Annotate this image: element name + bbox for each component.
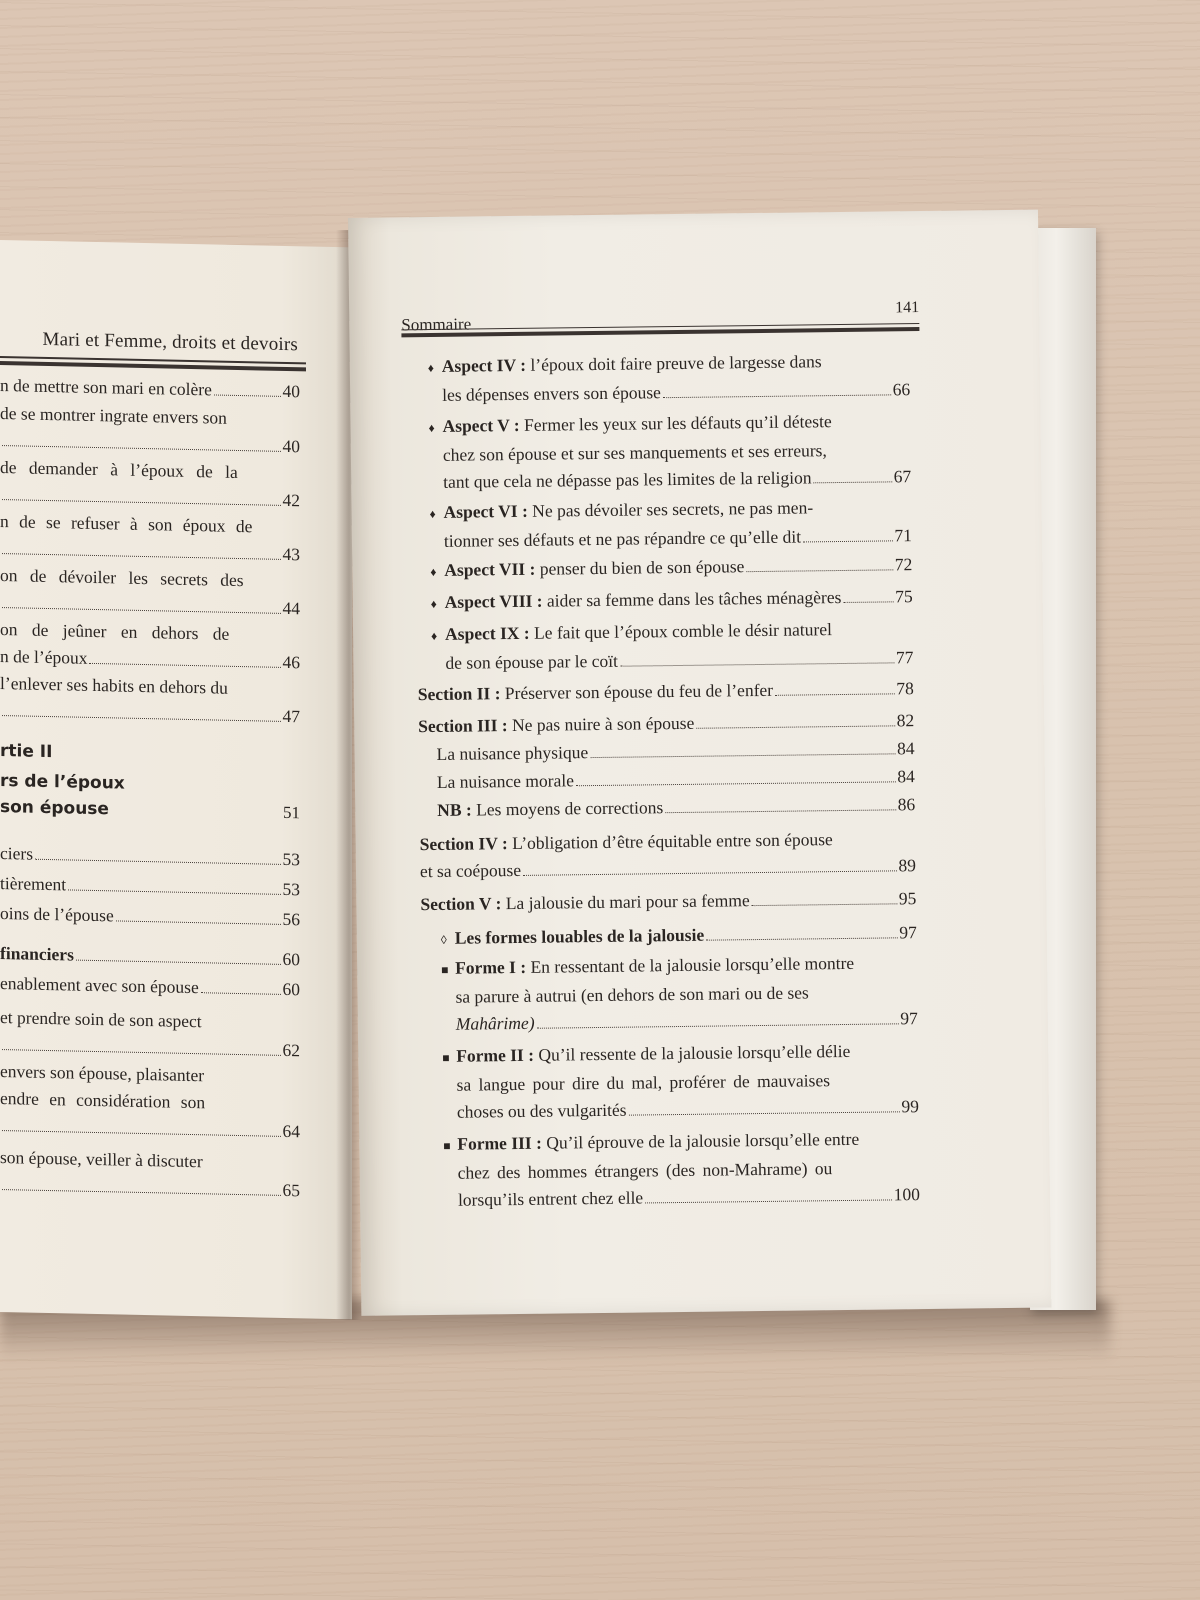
- diamond-bullet-icon: ♦: [428, 420, 435, 436]
- page-number: 141: [895, 299, 920, 317]
- diamond-bullet-icon: ♦: [430, 596, 437, 612]
- toc-entry: n de mettre son mari en colère 40: [0, 375, 300, 402]
- diamond-bullet-icon: ♦: [427, 360, 435, 376]
- toc-entry-aspect-vi: ♦ Aspect VI : Ne pas dévoiler ses secrets, ne pas men- tionner ses défauts et ne pas répandre ce qu’elle dit 71: [429, 497, 913, 551]
- toc-entry-section-ii: Section II : Préserver son épouse du feu de l’enfer 78: [417, 678, 914, 705]
- toc-entry: de demander à l’époux de la 42: [0, 457, 300, 511]
- right-page: [348, 210, 1051, 1316]
- toc-entry-aspect-vii: ♦ Aspect VII : penser du bien de son épouse 72: [430, 551, 912, 586]
- left-page: [0, 240, 352, 1319]
- toc-entry: on de dévoiler les secrets des 44: [0, 565, 300, 619]
- toc-entry-formes-louables: ◊ Les formes louables de la jalousie 97: [441, 919, 917, 954]
- toc-entry-aspect-v: ♦ Aspect V : Fermer les yeux sur les défauts qu’il déteste chez son épouse et sur ses manquements et ses erreurs, tant que cela ne dépasse pas les limites de la religion 67: [428, 411, 912, 492]
- toc-entry: ciers 53: [0, 843, 300, 870]
- toc-entry-sub: La nuisance morale 84: [436, 766, 915, 792]
- toc-entry: enablement avec son épouse 60: [0, 973, 300, 1000]
- toc-entry-forme-iii: ■ Forme III : Qu’il éprouve de la jalousie lorsqu’elle entre chez des hommes étrangers (des non-Mahrame) ou lorsqu’ils entrent chez elle 100: [443, 1128, 921, 1210]
- toc-entry: tièrement 53: [0, 873, 300, 900]
- toc-entry: et prendre soin de son aspect 62: [0, 1007, 300, 1061]
- square-bullet-icon: ■: [441, 962, 449, 977]
- left-running-head: Mari et Femme, droits et devoirs: [42, 328, 298, 356]
- toc-entry-forme-ii: ■ Forme II : Qu’il ressente de la jalousie lorsqu’elle délie sa langue pour dire du mal, proférer de mauvaises choses ou des vulgarités 99: [442, 1040, 920, 1122]
- toc-entry: financiers 60: [0, 943, 300, 970]
- toc-entry: l’enlever ses habits en dehors du 47: [0, 673, 300, 727]
- toc-entry-aspect-viii: ♦ Aspect VIII : aider sa femme dans les tâches ménagères 75: [431, 583, 913, 618]
- diamond-bullet-icon: ♦: [429, 506, 436, 522]
- toc-entry: son épouse, veiller à discuter 65: [0, 1147, 300, 1201]
- toc-entry-section-v: Section V : La jalousie du mari pour sa femme 95: [420, 888, 917, 915]
- part-heading: rtie II rs de l’époux son épouse 51: [0, 741, 300, 823]
- toc-entry-forme-i: ■ Forme I : En ressentant de la jalousie lorsqu’elle montre sa parure à autrui (en dehors de son mari ou de ses Mahârime) 97: [441, 952, 918, 1034]
- toc-entry-sub: La nuisance physique 84: [436, 738, 915, 764]
- toc-entry: oins de l’épouse 56: [0, 903, 300, 930]
- toc-entry-sub: NB : Les moyens de corrections 86: [437, 794, 916, 820]
- toc-entry: de se montrer ingrate envers son 40: [0, 403, 300, 457]
- hollow-diamond-bullet-icon: ◊: [440, 932, 447, 947]
- square-bullet-icon: ■: [442, 1050, 450, 1065]
- diamond-bullet-icon: ♦: [431, 628, 438, 644]
- right-running-head: Sommaire: [401, 314, 472, 335]
- square-bullet-icon: ■: [443, 1138, 451, 1153]
- diamond-bullet-icon: ♦: [430, 564, 437, 580]
- toc-entry-section-iii: Section III : Ne pas nuire à son épouse 82: [418, 710, 915, 737]
- toc-entry: on de jeûner en dehors de n de l’époux 46: [0, 619, 300, 673]
- toc-entry-aspect-iv: ♦ Aspect IV : l’époux doit faire preuve de largesse dans les dépenses envers son épouse 66: [427, 351, 911, 405]
- toc-entry: envers son épouse, plaisanter endre en considération son 64: [0, 1061, 300, 1142]
- toc-entry-section-iv: Section IV : L’obligation d’être équitable entre son épouse et sa coépouse 89: [419, 829, 917, 882]
- toc-entry-aspect-ix: ♦ Aspect IX : Le fait que l’époux comble le désir naturel de son épouse par le coït 77: [431, 619, 914, 673]
- toc-entry: n de se refuser à son époux de 43: [0, 511, 300, 565]
